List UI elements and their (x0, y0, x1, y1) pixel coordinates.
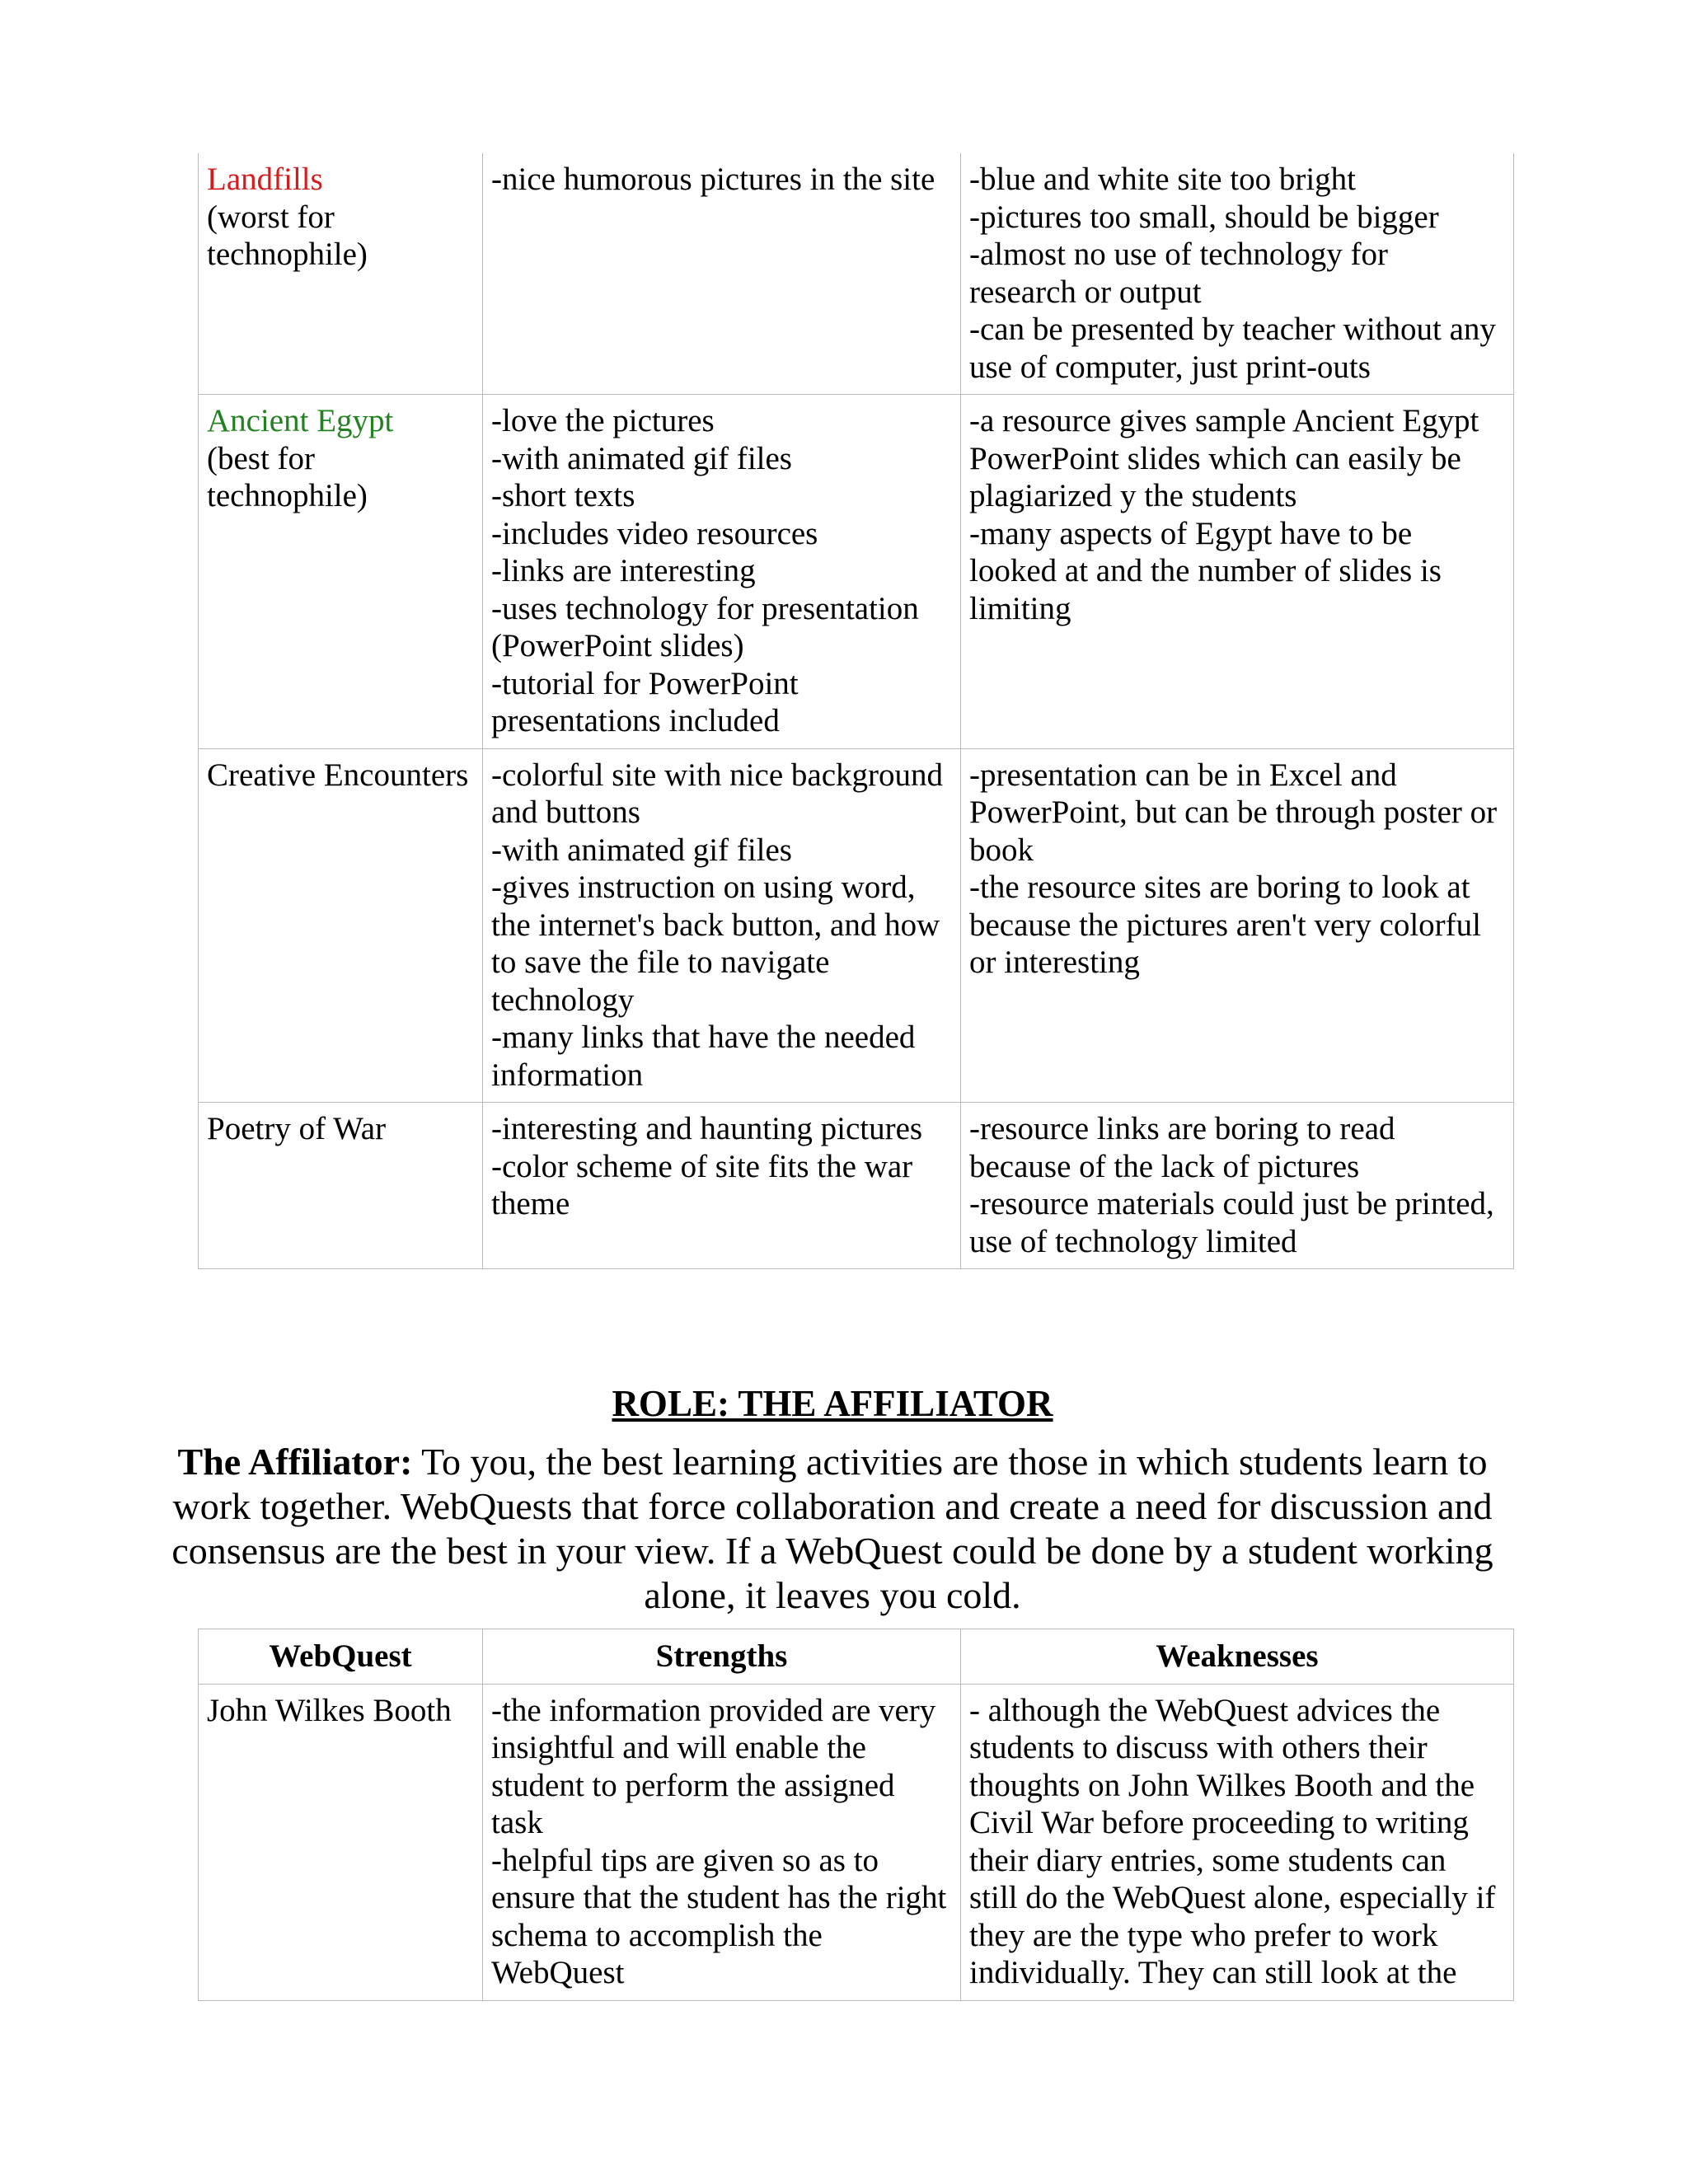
weakness-line: their diary entries, some students can (969, 1842, 1447, 1878)
weakness-line: - although the WebQuest advices the (969, 1692, 1441, 1728)
weakness-line: -almost no use of technology for (969, 237, 1388, 272)
table-row-john-wilkes-booth (199, 1684, 1514, 2000)
strength-line: -love the pictures (491, 403, 715, 438)
weakness-line: -blue and white site too bright (969, 162, 1356, 197)
strength-line: theme (491, 1186, 570, 1221)
strength-line: -uses technology for presentation (491, 590, 919, 626)
weakness-line: -many aspects of Egypt have to be (969, 515, 1413, 551)
table-row-ancient-egypt (199, 395, 1514, 749)
webquest-name-cell (199, 153, 483, 395)
weaknesses-cell (961, 748, 1514, 1103)
weakness-line: use of technology limited (969, 1223, 1297, 1259)
webquest-name-john-wilkes-booth: John Wilkes Booth (207, 1692, 452, 1728)
strength-line: WebQuest (491, 1955, 625, 1990)
weakness-line: students to discuss with others their (969, 1730, 1428, 1765)
strengths-cell (483, 153, 961, 395)
weakness-line: or interesting (969, 944, 1140, 980)
webquest-note: technophile) (207, 237, 368, 272)
role-description-line (165, 1440, 1500, 1484)
weakness-line: -resource materials could just be printed, (969, 1186, 1494, 1221)
strengths-cell (483, 395, 961, 749)
strength-line: -gives instruction on using word, (491, 869, 916, 905)
strength-line: ensure that the student has the right (491, 1880, 947, 1915)
strengths-cell (483, 1103, 961, 1269)
strength-line: -the information provided are very (491, 1692, 936, 1728)
weakness-line: -presentation can be in Excel and (969, 757, 1397, 793)
role-description-line: work together. WebQuests that force collaboration and create a need for discussion and (172, 1485, 1493, 1527)
strength-line: -colorful site with nice background (491, 757, 943, 793)
weakness-line: -pictures too small, should be bigger (969, 199, 1439, 235)
weakness-line: -the resource sites are boring to look at (969, 869, 1470, 905)
weakness-line: PowerPoint slides which can easily be (969, 440, 1461, 476)
webquest-name-cell (199, 395, 483, 749)
webquest-note: (best for (207, 440, 316, 476)
table-header-row (199, 1629, 1514, 1685)
webquest-name-poetry-of-war: Poetry of War (207, 1111, 387, 1146)
strength-line: -short texts (491, 478, 635, 513)
role-description-line: consensus are the best in your view. If a WebQuest could be done by a student working (171, 1530, 1493, 1572)
strength-line: technology (491, 982, 635, 1018)
role-heading: ROLE: THE AFFILIATOR (612, 1383, 1053, 1424)
strength-line: -with animated gif files (491, 832, 792, 868)
strength-line: -links are interesting (491, 553, 756, 588)
strength-line: student to perform the assigned (491, 1767, 895, 1803)
weakness-line: still do the WebQuest alone, especially if (969, 1880, 1496, 1915)
role-description-text: To you, the best learning activities are those in which students learn to (412, 1441, 1488, 1483)
webquest-name-cell (199, 1103, 483, 1269)
column-header-weaknesses: Weaknesses (961, 1629, 1514, 1685)
weaknesses-cell (961, 153, 1514, 395)
weakness-line: plagiarized y the students (969, 478, 1297, 513)
weakness-line: book (969, 832, 1034, 868)
weaknesses-cell (961, 1103, 1514, 1269)
role-description-line: alone, it leaves you cold. (644, 1574, 1021, 1616)
strength-line: and buttons (491, 794, 640, 830)
weakness-line: PowerPoint, but can be through poster or (969, 794, 1498, 830)
weakness-line: -can be presented by teacher without any (969, 312, 1496, 347)
strength-line: -nice humorous pictures in the site (491, 162, 935, 197)
weakness-line: use of computer, just print-outs (969, 349, 1371, 385)
webquest-name-ancient-egypt: Ancient Egypt (207, 403, 394, 438)
strength-line: -tutorial for PowerPoint (491, 665, 799, 701)
weakness-line: because of the lack of pictures (969, 1148, 1360, 1184)
strength-line: task (491, 1805, 543, 1840)
strength-line: -with animated gif files (491, 440, 792, 476)
table-row-landfills (199, 153, 1514, 395)
affiliator-webquest-table (198, 1629, 1514, 2001)
strength-line: -many links that have the needed (491, 1019, 916, 1055)
weakness-line: research or output (969, 274, 1202, 310)
strengths-cell (483, 1684, 961, 2000)
strength-line: schema to accomplish the (491, 1917, 823, 1953)
weakness-line: they are the type who prefer to work (969, 1917, 1438, 1953)
strength-line: the internet's back button, and how (491, 907, 940, 943)
webquest-name-cell (199, 1684, 483, 2000)
role-label: The Affiliator: (177, 1441, 413, 1483)
table-row-poetry-of-war (199, 1103, 1514, 1269)
weakness-line: -a resource gives sample Ancient Egypt (969, 403, 1479, 438)
weakness-line: limiting (969, 590, 1071, 626)
strength-line: -helpful tips are given so as to (491, 1842, 879, 1878)
strengths-cell (483, 748, 961, 1103)
weaknesses-cell (961, 395, 1514, 749)
weakness-line: because the pictures aren't very colorful (969, 907, 1481, 943)
strength-line: (PowerPoint slides) (491, 628, 744, 663)
column-header-webquest: WebQuest (199, 1629, 483, 1685)
strength-line: presentations included (491, 703, 780, 738)
weakness-line: -resource links are boring to read (969, 1111, 1395, 1146)
weakness-line: Civil War before proceeding to writing (969, 1805, 1469, 1840)
webquest-name-landfills: Landfills (207, 162, 323, 197)
weakness-line: thoughts on John Wilkes Booth and the (969, 1767, 1475, 1803)
weakness-line: looked at and the number of slides is (969, 553, 1442, 588)
strength-line: -includes video resources (491, 515, 818, 551)
table-row-creative-encounters (199, 748, 1514, 1103)
webquest-name-cell (199, 748, 483, 1103)
webquest-note: technophile) (207, 478, 368, 513)
weakness-line: individually. They can still look at the (969, 1955, 1457, 1990)
weaknesses-cell (961, 1684, 1514, 2000)
column-header-strengths: Strengths (483, 1629, 961, 1685)
strength-line: information (491, 1057, 644, 1093)
strength-line: insightful and will enable the (491, 1730, 866, 1765)
strength-line: -interesting and haunting pictures (491, 1111, 923, 1146)
webquest-name-creative-encounters: Creative Encounters (207, 757, 469, 793)
role-description (165, 1440, 1500, 1618)
strength-line: to save the file to navigate (491, 944, 830, 980)
webquest-note: (worst for (207, 199, 335, 235)
webquest-evaluation-table-continued (198, 153, 1514, 1269)
strength-line: -color scheme of site fits the war (491, 1148, 913, 1184)
